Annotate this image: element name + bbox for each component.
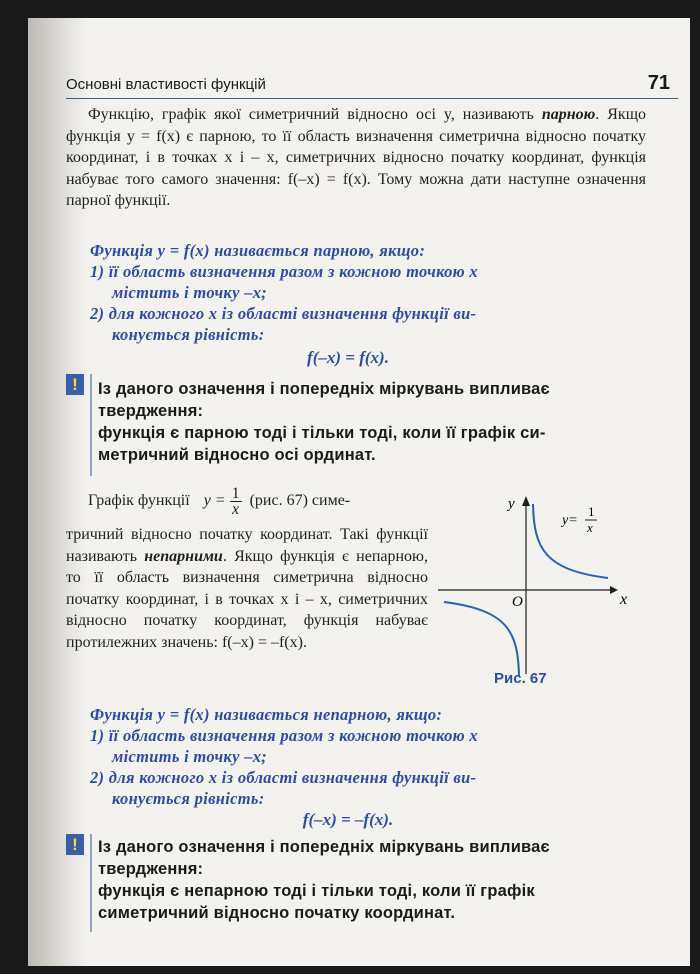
odd-def-line-4: 2) для кожного x із області визначення функції ви-: [90, 768, 477, 787]
textbook-page: [28, 18, 690, 966]
odd-definition: [90, 704, 650, 809]
intro-paragraph: [66, 104, 646, 212]
x-axis-arrow: [610, 586, 618, 594]
odd-statement-line-1: Із даного означення і попередніх міркувань випливає: [98, 838, 550, 856]
even-statement: [98, 378, 658, 466]
odd-def-line-3: містить і точку –x;: [112, 747, 268, 766]
page-number: 71: [647, 72, 670, 94]
odd-def-line-1: Функція y = f(x) називається непарною, якщо:: [90, 705, 443, 724]
odd-formula: f(–x) = –f(x).: [302, 810, 394, 829]
odd-intro-first-line: [88, 486, 428, 517]
even-statement-line-2: твердження:: [98, 402, 204, 420]
note-bar: [90, 374, 92, 476]
intro-text-end: . Якщо функція y = f(x) є парною, то її область визначення симетрична відносно початку координат, і в точках x і – x, симетричних відносно початку координат, функція набуває того самого значення: f(–x) = f(x). Тому можна дати наступне означення парної функції.: [66, 106, 647, 210]
odd-statement-line-2: твердження:: [98, 860, 204, 878]
odd-intro-ref: (рис. 67) симе-: [249, 492, 351, 510]
hyperbola-branch-third-quadrant: [444, 602, 519, 676]
odd-statement-line-4: симетричний відносно початку координат.: [98, 904, 456, 922]
fraction-one-over-x: $\frac{1}{x}$: [231, 485, 240, 518]
term-odd: непарними: [144, 547, 223, 565]
even-statement-line-4: метричний відносно осі ординат.: [98, 446, 376, 464]
curve-label-numerator: 1: [588, 504, 595, 519]
important-note-icon: !: [66, 834, 84, 855]
even-def-line-4: 2) для кожного x із області визначення функції ви-: [90, 304, 477, 323]
x-axis-label: x: [620, 591, 628, 608]
even-definition: [90, 240, 650, 345]
even-statement-line-1: Із даного означення і попередніх міркувань випливає: [98, 380, 550, 398]
odd-def-line-5: конується рівність:: [112, 789, 265, 808]
odd-statement: [98, 836, 658, 924]
odd-intro-lead: Графік функції: [88, 492, 190, 510]
term-even: парною: [541, 106, 596, 123]
curve-label-denominator: x: [587, 520, 593, 535]
even-def-line-3: містить і точку –x;: [112, 283, 268, 302]
odd-intro-text-start: тричний відносно початку координат. Такі функції називають: [66, 526, 428, 565]
odd-statement-line-3: функція є непарною тоді і тільки тоді, коли її графік: [98, 882, 535, 900]
hyperbola-figure: [432, 478, 632, 678]
even-formula: f(–x) = f(x).: [307, 348, 389, 367]
y-axis-label: y: [508, 496, 515, 512]
page-header: [66, 74, 678, 99]
odd-intro-eq: y =: [203, 492, 226, 510]
important-note-icon: !: [66, 374, 84, 395]
odd-intro-text-end: . Якщо функція є непарною, то її область визначення симетрична відносно початку координат, і в точках x і – x, симетричних відносно початку координат, функція набуває протилежних значень: f(–x) = –f(x).: [66, 547, 429, 651]
odd-intro-paragraph: [66, 524, 428, 654]
y-axis-arrow: [522, 496, 530, 506]
origin-label: O: [512, 594, 523, 610]
even-statement-line-3: функція є парною тоді і тільки тоді, коли її графік си-: [98, 424, 546, 442]
even-def-line-5: конується рівність:: [112, 325, 265, 344]
figure-caption: Рис. 67: [494, 670, 547, 687]
intro-text-start: Функцію, графік якої симетричний відносно осі y, називають: [88, 106, 534, 123]
even-def-line-1: Функція y = f(x) називається парною, якщо:: [90, 241, 426, 260]
odd-def-line-2: 1) її область визначення разом з кожною точкою x: [90, 726, 478, 745]
even-def-line-2: 1) її область визначення разом з кожною точкою x: [90, 262, 478, 281]
note-bar: [90, 834, 92, 932]
running-title: Основні властивості функцій: [66, 76, 266, 93]
curve-label: y=: [562, 513, 578, 528]
